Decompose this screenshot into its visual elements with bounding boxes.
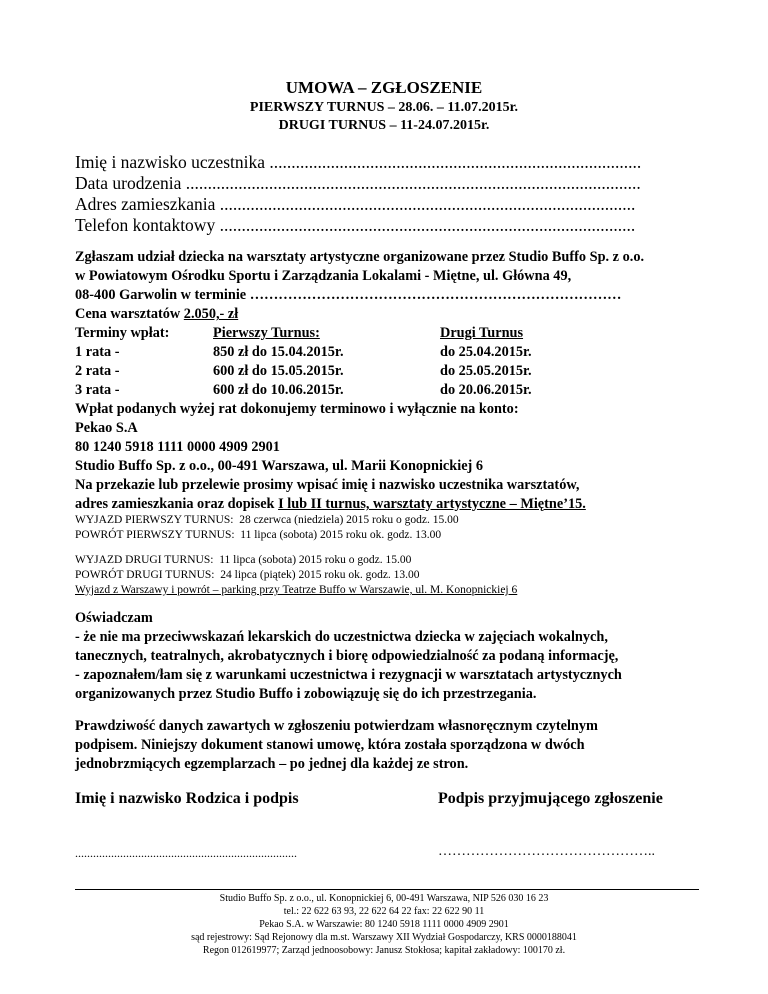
transfer-note-2a: adres zamieszkania oraz dopisek — [75, 496, 279, 512]
return-1 — [75, 529, 441, 541]
installment-3-turnus1: 600 zł do 10.06.2015r. — [213, 382, 344, 398]
installment-1-turnus1: 850 zł do 15.04.2015r. — [213, 344, 344, 360]
payment-col1-header: Pierwszy Turnus: — [213, 325, 320, 341]
receiver-signature-line[interactable]: ……………………………………….. — [438, 844, 655, 859]
confirm-line-2: podpisem. Niniejszy dokument stanowi umowę, która została sporządzona w dwóch — [75, 737, 585, 753]
confirm-line-3: jednobrzmiących egzemplarzach – po jednej dla każdej ze stron. — [75, 756, 469, 772]
turnus-1-dates: PIERWSZY TURNUS – 28.06. – 11.07.2015r. — [249, 100, 519, 115]
return-1-label: POWRÓT PIERWSZY TURNUS: — [75, 529, 235, 541]
installment-1-turnus2: do 25.04.2015r. — [440, 344, 532, 360]
footer-line-5: Regon 012619977; Zarząd jednoosobowy: Janusz Stokłosa; kapitał zakładowy: 100170 zł. — [202, 945, 566, 956]
declaration-line-2: tanecznych, teatralnych, akrobatycznych i biorę odpowiedzialność za podaną informację, — [75, 648, 619, 664]
departure-1-value: 28 czerwca (niedziela) 2015 roku o godz. 15.00 — [239, 514, 459, 526]
receiver-signature-label: Podpis przyjmującego zgłoszenie — [438, 790, 663, 807]
installment-3-label: 3 rata - — [75, 382, 120, 398]
return-2 — [75, 569, 420, 581]
payment-col2-header: Drugi Turnus — [440, 325, 524, 341]
departure-1 — [75, 514, 459, 526]
installment-2-label: 2 rata - — [75, 363, 120, 379]
installment-2-turnus2: do 25.05.2015r. — [440, 363, 532, 379]
parent-signature-label: Imię i nazwisko Rodzica i podpis — [75, 790, 299, 807]
transfer-note-1: Na przekazie lub przelewie prosimy wpisać imię i nazwisko uczestnika warsztatów, — [75, 477, 580, 493]
participant-name-field[interactable]: Imię i nazwisko uczestnika ..................................................................................... — [75, 152, 642, 172]
turnus-2-dates: DRUGI TURNUS – 11-24.07.2015r. — [278, 118, 490, 133]
account-holder: Studio Buffo Sp. z o.o., 00-491 Warszawa, ul. Marii Konopnickiej 6 — [75, 458, 484, 474]
price-line — [75, 306, 238, 323]
intro-line-2: w Powiatowym Ośrodku Sportu i Zarządzania Lokalami - Miętne, ul. Główna 49, — [75, 268, 572, 284]
transfer-note-2b: I lub II turnus, warsztaty artystyczne – Miętne’15. — [278, 496, 586, 512]
declaration-title: Oświadczam — [75, 610, 153, 626]
return-2-label: POWRÓT DRUGI TURNUS: — [75, 569, 215, 581]
departure-place: Wyjazd z Warszawy i powrót – parking przy Teatrze Buffo w Warszawie, ul. M. Konopnickiej 6 — [75, 584, 518, 596]
footer-line-2: tel.: 22 622 63 93, 22 622 64 22 fax: 22 622 90 11 — [283, 906, 485, 917]
footer-divider — [75, 889, 699, 890]
return-2-value: 24 lipca (piątek) 2015 roku ok. godz. 13.00 — [220, 569, 420, 581]
footer-line-1: Studio Buffo Sp. z o.o., ul. Konopnickiej 6, 00-491 Warszawa, NIP 526 030 16 23 — [219, 893, 549, 904]
footer-line-4: sąd rejestrowy: Sąd Rejonowy dla m.st. Warszawy XII Wydział Gospodarczy, KRS 0000188041 — [191, 932, 577, 943]
declaration-line-3: - zapoznałem/łam się z warunkami uczestnictwa i rezygnacji w warsztatach artystycznych — [75, 667, 622, 683]
intro-line-3: 08-400 Garwolin w terminie …………………………………………………………………… — [75, 287, 622, 303]
departure-1-label: WYJAZD PIERWSZY TURNUS: — [75, 514, 234, 526]
declaration-line-1: - że nie ma przeciwwskazań lekarskich do uczestnictwa dziecka w zajęciach wokalnych, — [75, 629, 608, 645]
phone-field[interactable]: Telefon kontaktowy ............................................................................................... — [75, 215, 636, 235]
price-value: 2.050,- zł — [183, 306, 239, 322]
address-field[interactable]: Adres zamieszkania ............................................................................................... — [75, 194, 636, 214]
declaration-line-4: organizowanych przez Studio Buffo i zobowiązuję się do ich przestrzegania. — [75, 686, 537, 702]
bank-name: Pekao S.A — [75, 420, 138, 436]
departure-2 — [75, 554, 411, 566]
transfer-note-2 — [75, 496, 586, 513]
payment-terms-label: Terminy wpłat: — [75, 325, 170, 341]
price-label: Cena warsztatów — [75, 306, 184, 322]
installment-3-turnus2: do 20.06.2015r. — [440, 382, 532, 398]
departure-2-label: WYJAZD DRUGI TURNUS: — [75, 554, 214, 566]
bank-note: Wpłat podanych wyżej rat dokonujemy terminowo i wyłącznie na konto: — [75, 401, 519, 417]
confirm-line-1: Prawdziwość danych zawartych w zgłoszeniu potwierdzam własnoręcznym czytelnym — [75, 718, 598, 734]
bank-account: 80 1240 5918 1111 0000 4909 2901 — [75, 439, 280, 455]
footer-line-3: Pekao S.A. w Warszawie: 80 1240 5918 1111 0000 4909 2901 — [259, 919, 509, 930]
installment-1-label: 1 rata - — [75, 344, 120, 360]
document-title: UMOWA – ZGŁOSZENIE — [285, 78, 483, 97]
parent-signature-line[interactable]: .......................................................................... — [75, 846, 297, 860]
birth-date-field[interactable]: Data urodzenia ........................................................................................................ — [75, 173, 641, 193]
return-1-value: 11 lipca (sobota) 2015 roku ok. godz. 13.00 — [240, 529, 442, 541]
departure-2-value: 11 lipca (sobota) 2015 roku o godz. 15.00 — [219, 554, 412, 566]
intro-line-1: Zgłaszam udział dziecka na warsztaty artystyczne organizowane przez Studio Buffo Sp. z o.o. — [75, 249, 645, 265]
installment-2-turnus1: 600 zł do 15.05.2015r. — [213, 363, 344, 379]
